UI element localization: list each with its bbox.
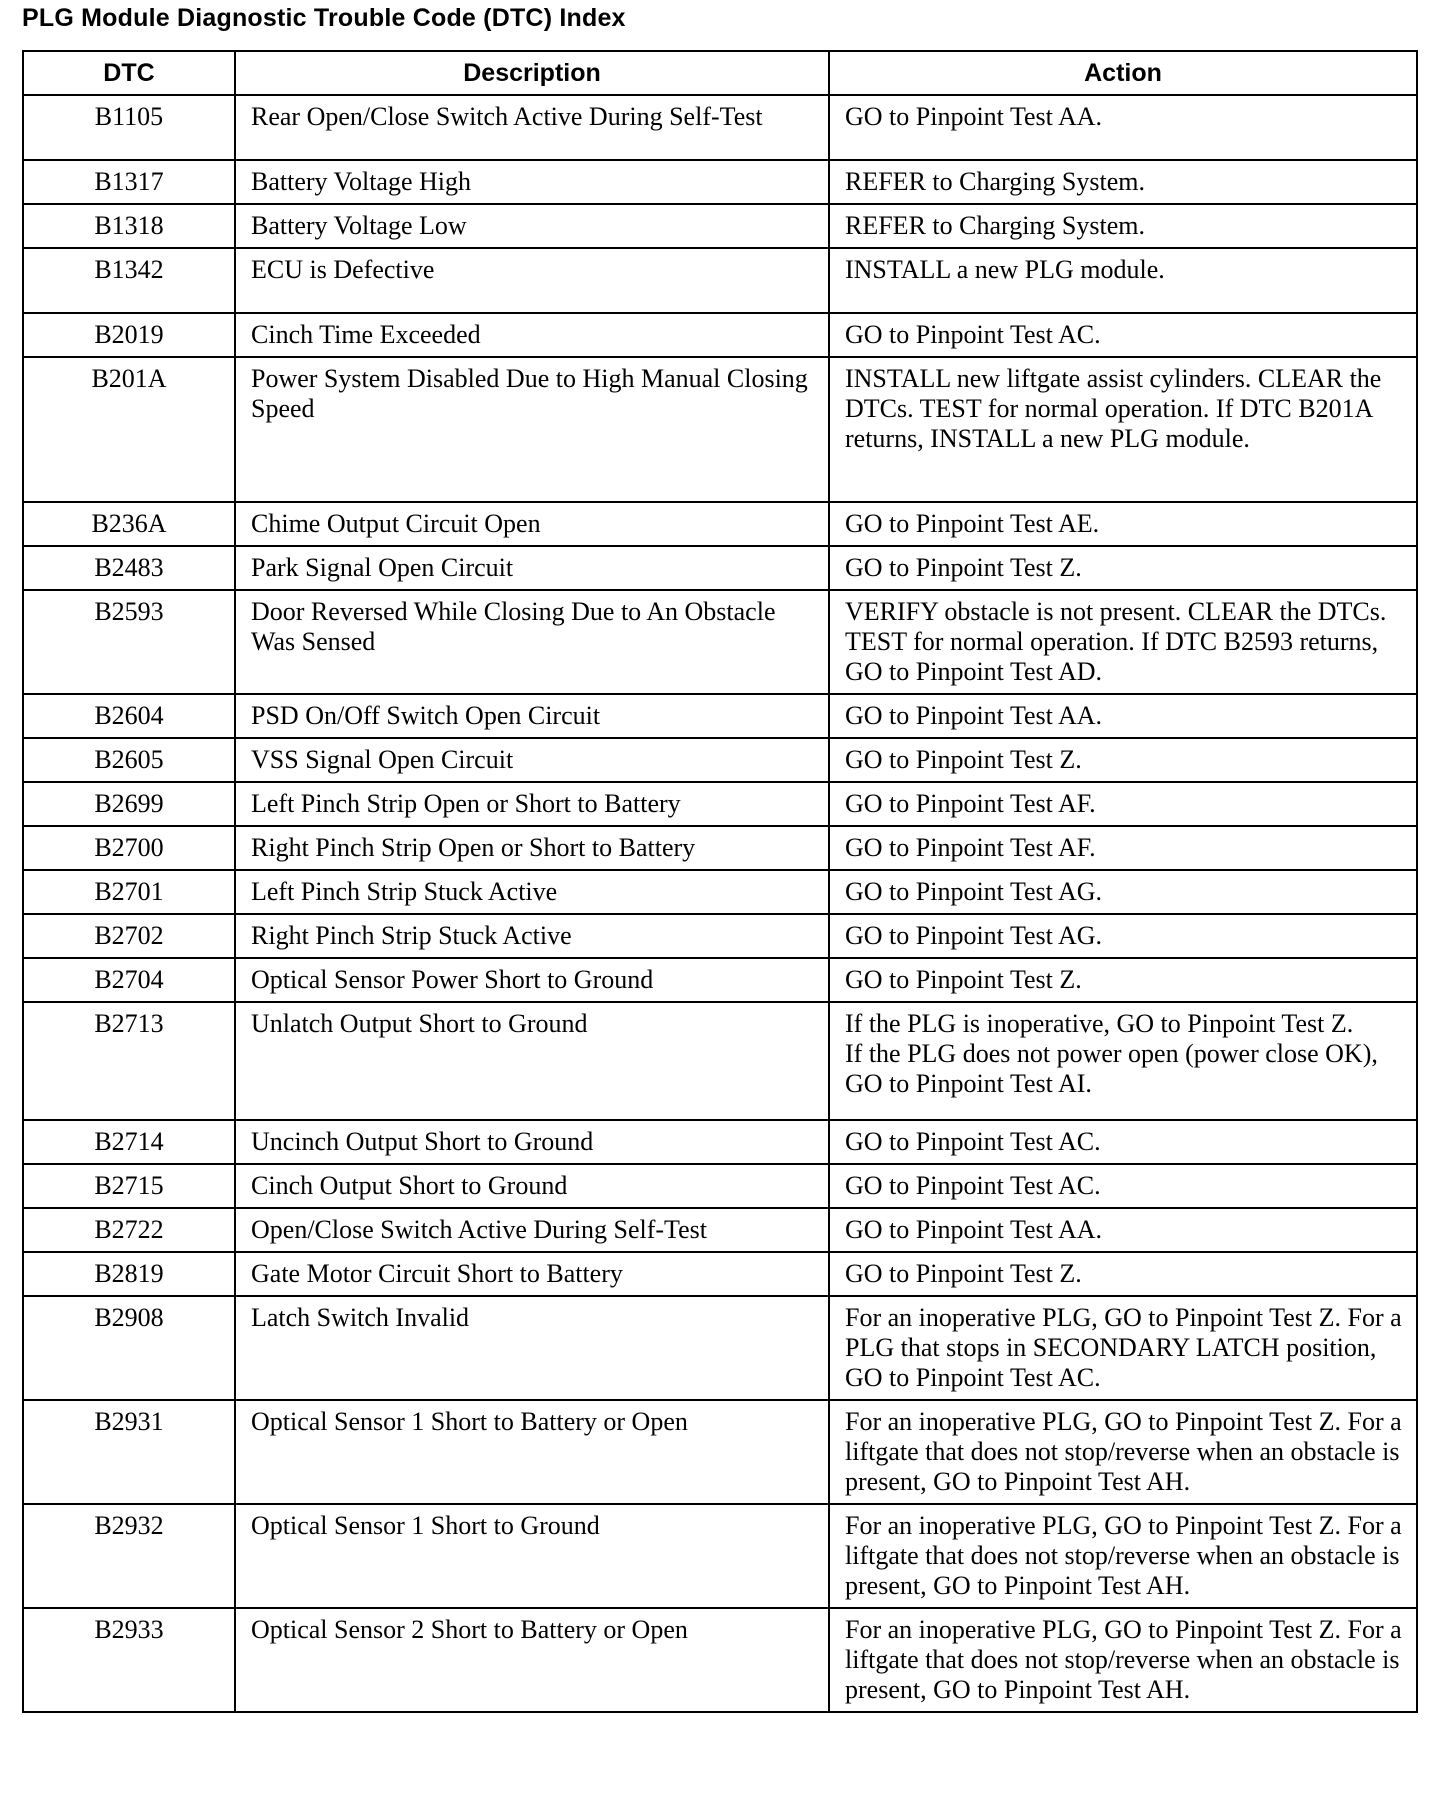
dtc-code-cell: B2933 — [23, 1608, 235, 1712]
column-header-description: Description — [235, 51, 829, 95]
action-cell: GO to Pinpoint Test Z. — [829, 958, 1417, 1002]
column-header-action: Action — [829, 51, 1417, 95]
table-body — [23, 95, 1417, 1712]
action-cell: INSTALL new liftgate assist cylinders. CLEAR the DTCs. TEST for normal operation. If DTC B201A returns, INSTALL a new PLG module. — [829, 357, 1417, 502]
description-cell: Left Pinch Strip Open or Short to Battery — [235, 782, 829, 826]
table-row — [23, 357, 1417, 502]
page-title: PLG Module Diagnostic Trouble Code (DTC) Index — [22, 4, 626, 32]
description-cell: Unlatch Output Short to Ground — [235, 1002, 829, 1120]
action-cell: GO to Pinpoint Test AA. — [829, 1208, 1417, 1252]
dtc-code-cell: B1342 — [23, 248, 235, 313]
table-row — [23, 502, 1417, 546]
dtc-code-cell: B2932 — [23, 1504, 235, 1608]
description-cell: Battery Voltage High — [235, 160, 829, 204]
action-cell: GO to Pinpoint Test AA. — [829, 694, 1417, 738]
action-cell: If the PLG is inoperative, GO to Pinpoint Test Z. If the PLG does not power open (power close OK), GO to Pinpoint Test AI. — [829, 1002, 1417, 1120]
description-cell: Right Pinch Strip Stuck Active — [235, 914, 829, 958]
dtc-code-cell: B2700 — [23, 826, 235, 870]
action-cell: GO to Pinpoint Test AC. — [829, 1120, 1417, 1164]
dtc-code-cell: B1317 — [23, 160, 235, 204]
dtc-code-cell: B2713 — [23, 1002, 235, 1120]
column-header-dtc: DTC — [23, 51, 235, 95]
description-cell: Optical Sensor 1 Short to Battery or Open — [235, 1400, 829, 1504]
description-cell: Optical Sensor Power Short to Ground — [235, 958, 829, 1002]
description-cell: Power System Disabled Due to High Manual Closing Speed — [235, 357, 829, 502]
description-cell: Gate Motor Circuit Short to Battery — [235, 1252, 829, 1296]
description-cell: Latch Switch Invalid — [235, 1296, 829, 1400]
table-row — [23, 826, 1417, 870]
dtc-code-cell: B2605 — [23, 738, 235, 782]
dtc-code-cell: B2483 — [23, 546, 235, 590]
dtc-code-cell: B2704 — [23, 958, 235, 1002]
dtc-code-cell: B201A — [23, 357, 235, 502]
table-row — [23, 1120, 1417, 1164]
description-cell: Door Reversed While Closing Due to An Obstacle Was Sensed — [235, 590, 829, 694]
dtc-code-cell: B2699 — [23, 782, 235, 826]
table-row — [23, 1002, 1417, 1120]
table-row — [23, 782, 1417, 826]
description-cell: Chime Output Circuit Open — [235, 502, 829, 546]
action-cell: GO to Pinpoint Test AG. — [829, 914, 1417, 958]
dtc-code-cell: B2715 — [23, 1164, 235, 1208]
table-row — [23, 1208, 1417, 1252]
description-cell: Right Pinch Strip Open or Short to Battery — [235, 826, 829, 870]
dtc-code-cell: B2702 — [23, 914, 235, 958]
action-cell: GO to Pinpoint Test Z. — [829, 1252, 1417, 1296]
table-row — [23, 958, 1417, 1002]
dtc-code-cell: B1105 — [23, 95, 235, 160]
description-cell: Left Pinch Strip Stuck Active — [235, 870, 829, 914]
table-row — [23, 1608, 1417, 1712]
description-cell: VSS Signal Open Circuit — [235, 738, 829, 782]
action-cell: GO to Pinpoint Test AC. — [829, 313, 1417, 357]
action-cell: For an inoperative PLG, GO to Pinpoint Test Z. For a liftgate that does not stop/reverse when an obstacle is present, GO to Pinpoint Test AH. — [829, 1504, 1417, 1608]
action-cell: For an inoperative PLG, GO to Pinpoint Test Z. For a liftgate that does not stop/reverse when an obstacle is present, GO to Pinpoint Test AH. — [829, 1400, 1417, 1504]
action-cell: For an inoperative PLG, GO to Pinpoint Test Z. For a liftgate that does not stop/reverse when an obstacle is present, GO to Pinpoint Test AH. — [829, 1608, 1417, 1712]
action-cell: GO to Pinpoint Test AG. — [829, 870, 1417, 914]
table-row — [23, 160, 1417, 204]
description-cell: Open/Close Switch Active During Self-Test — [235, 1208, 829, 1252]
action-cell: GO to Pinpoint Test AE. — [829, 502, 1417, 546]
description-cell: Rear Open/Close Switch Active During Self-Test — [235, 95, 829, 160]
table-row — [23, 546, 1417, 590]
dtc-code-cell: B2019 — [23, 313, 235, 357]
table-row — [23, 914, 1417, 958]
description-cell: Optical Sensor 1 Short to Ground — [235, 1504, 829, 1608]
description-cell: Uncinch Output Short to Ground — [235, 1120, 829, 1164]
dtc-code-cell: B2931 — [23, 1400, 235, 1504]
description-cell: ECU is Defective — [235, 248, 829, 313]
table-row — [23, 95, 1417, 160]
table-row — [23, 313, 1417, 357]
description-cell: Cinch Output Short to Ground — [235, 1164, 829, 1208]
dtc-code-cell: B1318 — [23, 204, 235, 248]
description-cell: Battery Voltage Low — [235, 204, 829, 248]
description-cell: Optical Sensor 2 Short to Battery or Open — [235, 1608, 829, 1712]
dtc-code-cell: B2819 — [23, 1252, 235, 1296]
table-row — [23, 1504, 1417, 1608]
table-row — [23, 590, 1417, 694]
action-cell: GO to Pinpoint Test AA. — [829, 95, 1417, 160]
table-row — [23, 870, 1417, 914]
description-cell: Park Signal Open Circuit — [235, 546, 829, 590]
dtc-code-cell: B2714 — [23, 1120, 235, 1164]
table-row — [23, 1164, 1417, 1208]
table-row — [23, 1252, 1417, 1296]
table-row — [23, 1400, 1417, 1504]
table-row — [23, 1296, 1417, 1400]
dtc-code-cell: B236A — [23, 502, 235, 546]
dtc-code-cell: B2701 — [23, 870, 235, 914]
action-cell: GO to Pinpoint Test Z. — [829, 738, 1417, 782]
table-row — [23, 248, 1417, 313]
action-cell: REFER to Charging System. — [829, 160, 1417, 204]
table-row — [23, 204, 1417, 248]
description-cell: Cinch Time Exceeded — [235, 313, 829, 357]
action-cell: GO to Pinpoint Test AC. — [829, 1164, 1417, 1208]
table-header-row — [23, 51, 1417, 95]
action-cell: For an inoperative PLG, GO to Pinpoint Test Z. For a PLG that stops in SECONDARY LATCH position, GO to Pinpoint Test AC. — [829, 1296, 1417, 1400]
table-row — [23, 694, 1417, 738]
action-cell: GO to Pinpoint Test AF. — [829, 826, 1417, 870]
dtc-code-cell: B2908 — [23, 1296, 235, 1400]
description-cell: PSD On/Off Switch Open Circuit — [235, 694, 829, 738]
action-cell: INSTALL a new PLG module. — [829, 248, 1417, 313]
action-cell: VERIFY obstacle is not present. CLEAR the DTCs. TEST for normal operation. If DTC B2593 returns, GO to Pinpoint Test AD. — [829, 590, 1417, 694]
dtc-index-table — [22, 50, 1418, 1713]
table-row — [23, 738, 1417, 782]
dtc-code-cell: B2722 — [23, 1208, 235, 1252]
action-cell: REFER to Charging System. — [829, 204, 1417, 248]
action-cell: GO to Pinpoint Test Z. — [829, 546, 1417, 590]
dtc-code-cell: B2593 — [23, 590, 235, 694]
action-cell: GO to Pinpoint Test AF. — [829, 782, 1417, 826]
dtc-code-cell: B2604 — [23, 694, 235, 738]
